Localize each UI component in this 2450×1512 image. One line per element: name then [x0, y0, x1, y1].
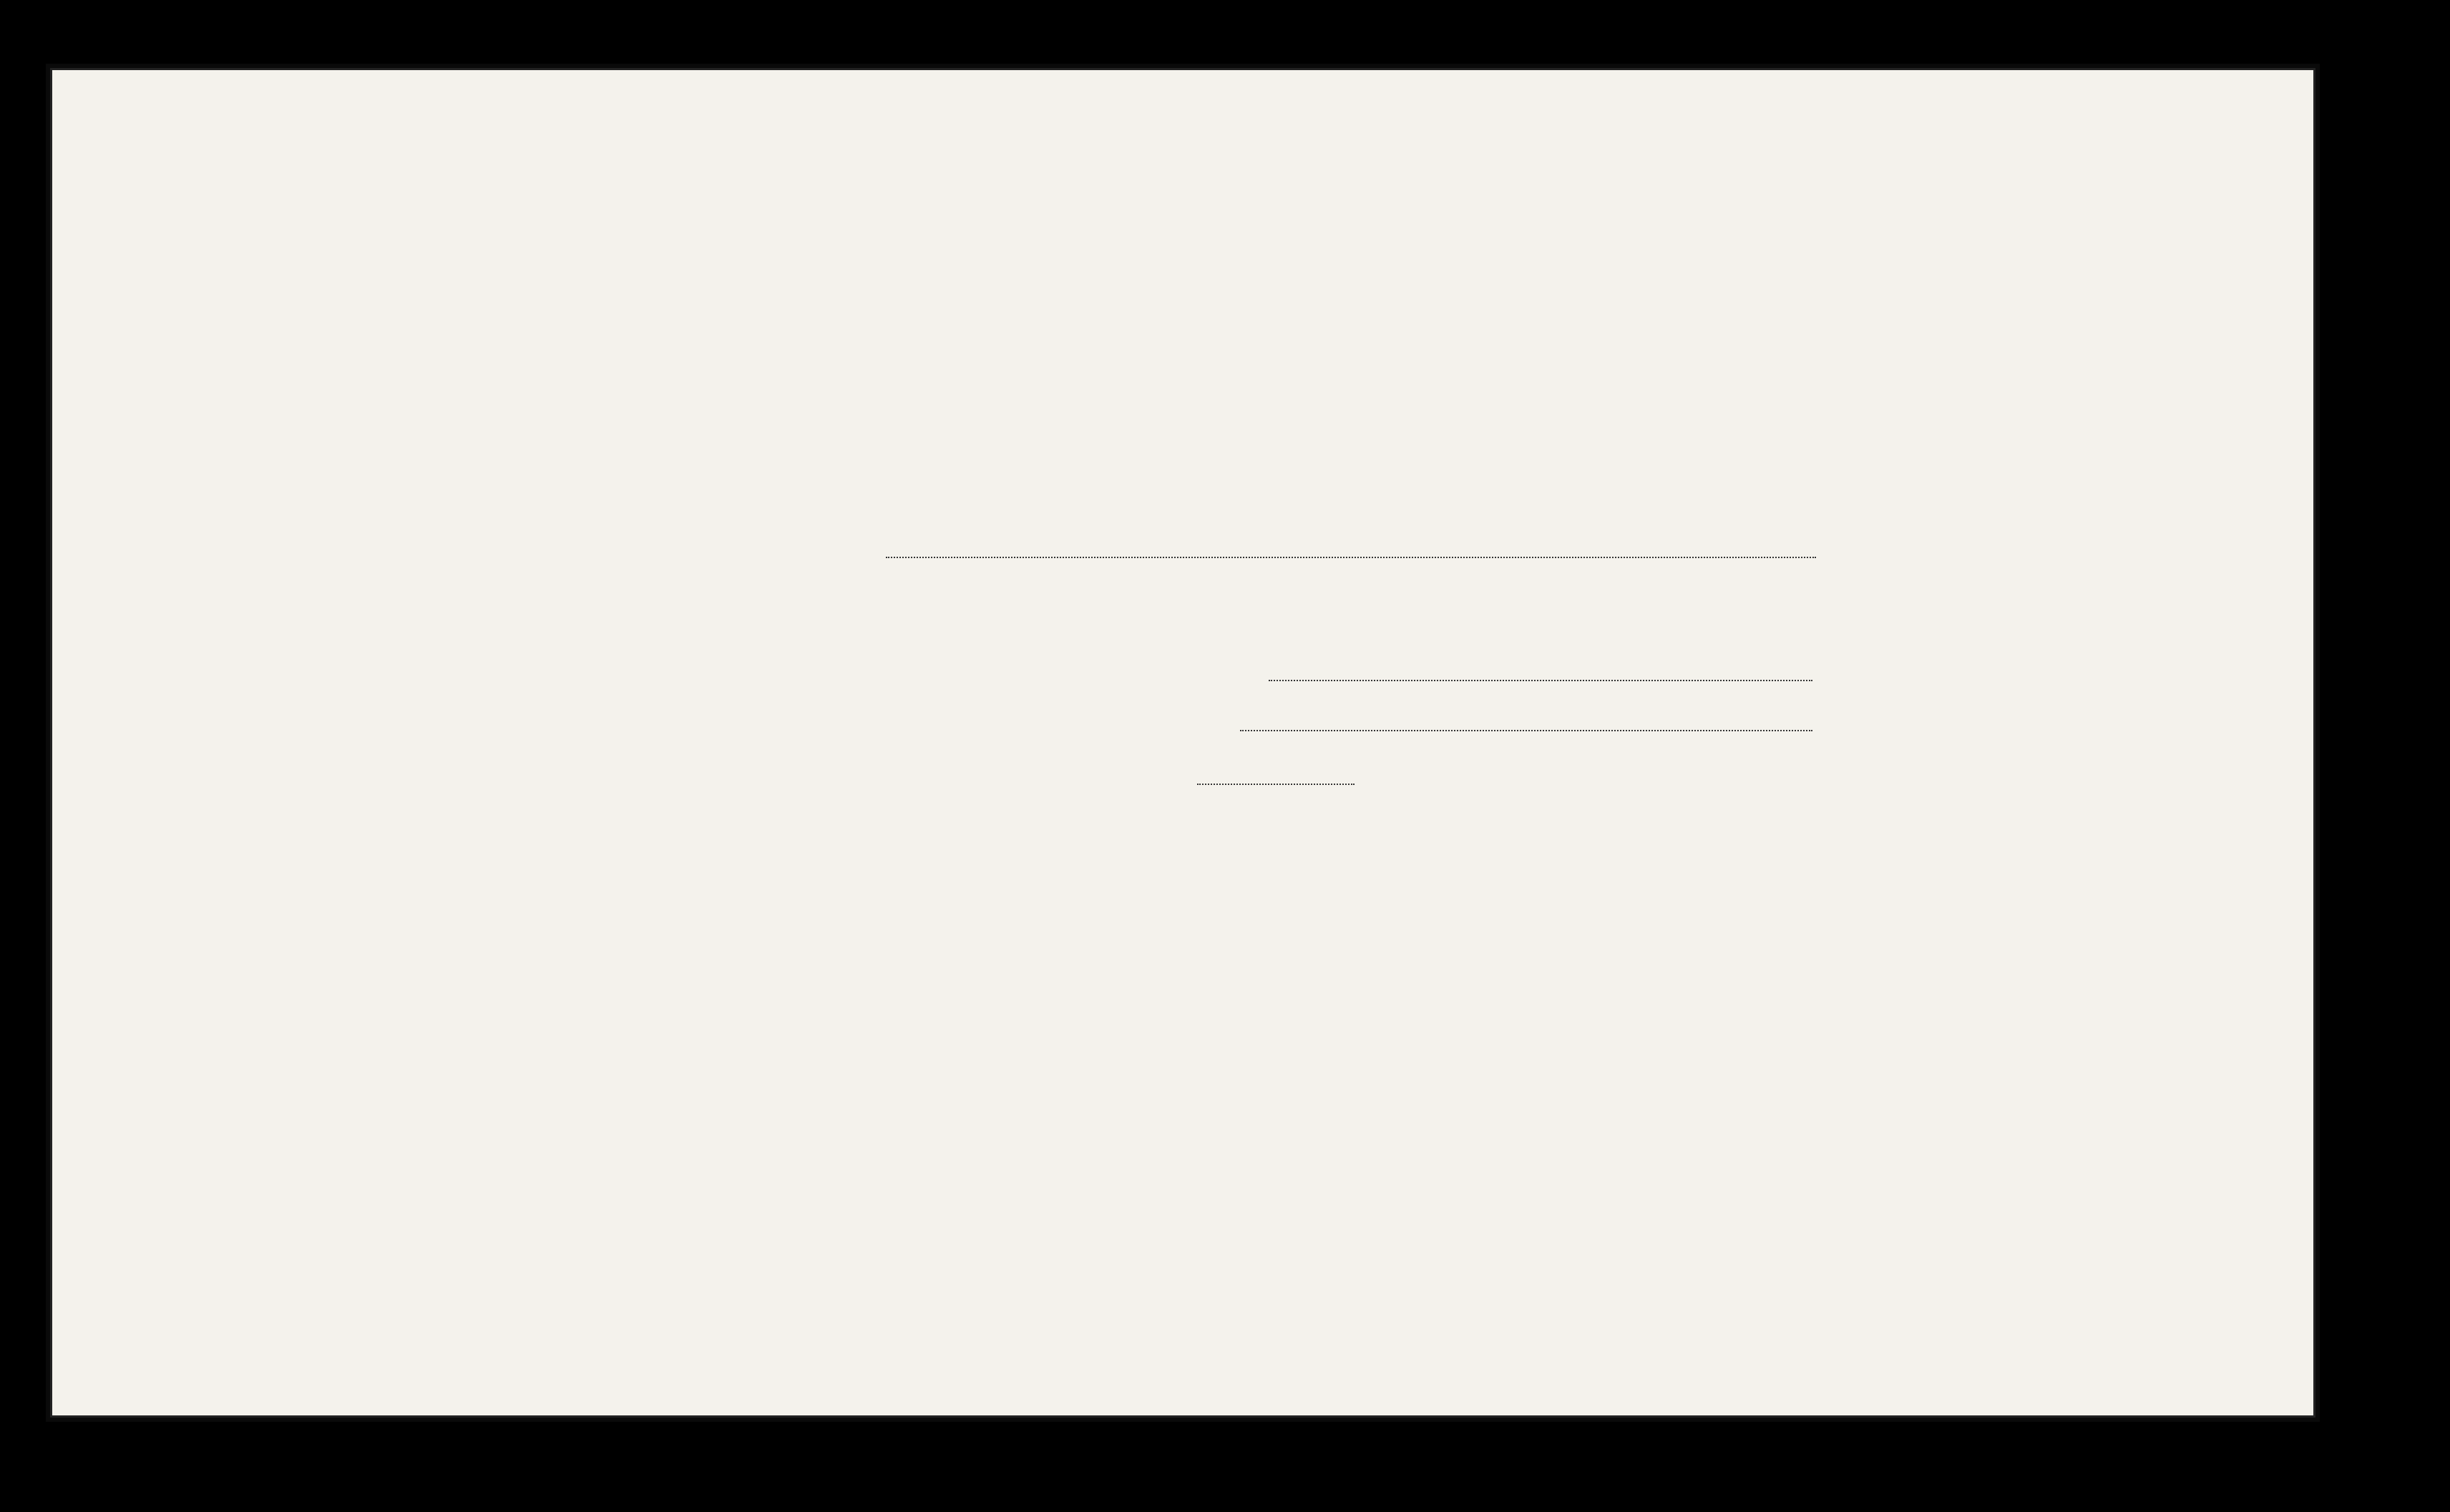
census-card: [50, 68, 2315, 1418]
